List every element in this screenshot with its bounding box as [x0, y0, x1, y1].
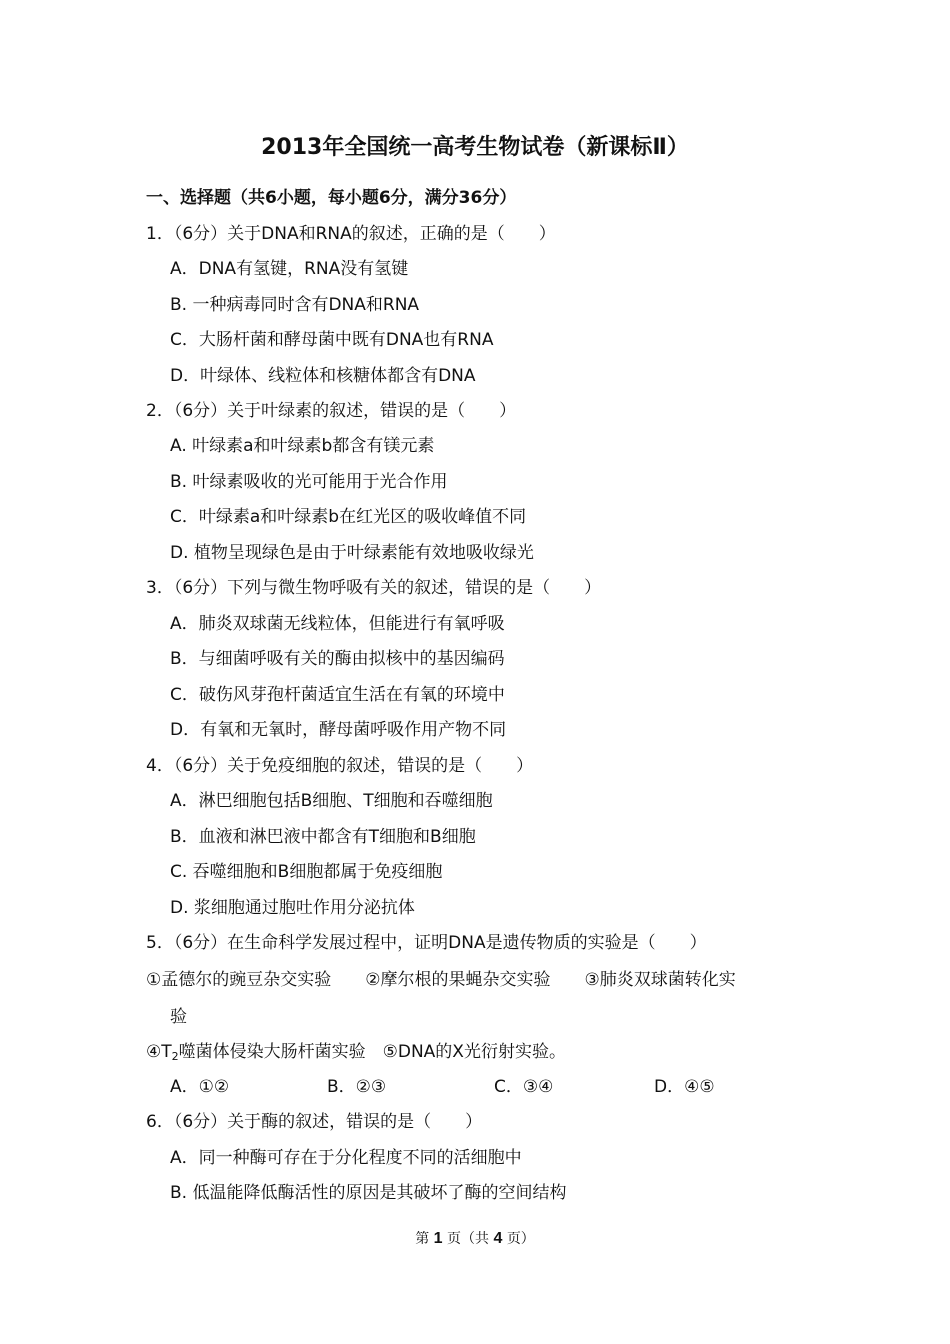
question-4-option-d: D. 浆细胞通过胞吐作用分泌抗体 — [170, 898, 415, 918]
question-5-stem: 5．（6分）在生命科学发展过程中，证明DNA是遗传物质的实验是（ ） — [146, 933, 707, 953]
question-2-option-b: B. 叶绿素吸收的光可能用于光合作用 — [170, 472, 448, 492]
question-5-items-line1-continued: 验 — [170, 1007, 187, 1027]
question-3-stem: 3．（6分）下列与微生物呼吸有关的叙述，错误的是（ ） — [146, 578, 602, 598]
question-3-option-c: C．破伤风芽孢杆菌适宜生活在有氧的环境中 — [170, 685, 505, 705]
footer-total-pages: 4 — [493, 1230, 503, 1247]
footer-page-number: 1 — [433, 1230, 443, 1247]
question-1-stem: 1．（6分）关于DNA和RNA的叙述，正确的是（ ） — [146, 224, 556, 244]
question-3-option-a: A．肺炎双球菌无线粒体，但能进行有氧呼吸 — [170, 614, 505, 634]
question-1-option-d: D．叶绿体、线粒体和核糖体都含有DNA — [170, 366, 476, 386]
exam-title: 2013年全国统一高考生物试卷（新课标Ⅱ） — [261, 135, 689, 160]
question-2-option-c: C．叶绿素a和叶绿素b在红光区的吸收峰值不同 — [170, 507, 527, 527]
question-4-option-b: B．血液和淋巴液中都含有T细胞和B细胞 — [170, 827, 476, 847]
footer-middle: 页（共 — [447, 1231, 489, 1247]
footer-suffix: 页） — [506, 1231, 535, 1247]
question-2-stem: 2．（6分）关于叶绿素的叙述，错误的是（ ） — [146, 401, 517, 421]
question-5-option-b: B．②③ — [327, 1077, 387, 1097]
question-4-stem: 4．（6分）关于免疫细胞的叙述，错误的是（ ） — [146, 756, 534, 776]
question-2-option-a: A. 叶绿素a和叶绿素b都含有镁元素 — [170, 436, 435, 456]
question-5-items-line1: ①孟德尔的豌豆杂交实验 ②摩尔根的果蝇杂交实验 ③肺炎双球菌转化实 — [146, 970, 736, 990]
question-6-option-b: B. 低温能降低酶活性的原因是其破坏了酶的空间结构 — [170, 1183, 567, 1203]
question-3-option-d: D．有氧和无氧时，酵母菌呼吸作用产物不同 — [170, 720, 507, 740]
question-6-stem: 6．（6分）关于酶的叙述，错误的是（ ） — [146, 1112, 483, 1132]
question-5-option-d: D．④⑤ — [654, 1077, 715, 1097]
question-1-option-a: A．DNA有氢键，RNA没有氢键 — [170, 259, 409, 279]
item4-rest: 噬菌体侵染大肠杆菌实验 ⑤DNA的X光衍射实验。 — [178, 1042, 566, 1062]
question-5-option-a: A．①② — [170, 1077, 230, 1097]
question-1-option-c: C．大肠杆菌和酵母菌中既有DNA也有RNA — [170, 330, 494, 350]
question-6-option-a: A．同一种酶可存在于分化程度不同的活细胞中 — [170, 1148, 522, 1168]
item4-prefix: ④T — [146, 1042, 172, 1062]
question-4-option-a: A．淋巴细胞包括B细胞、T细胞和吞噬细胞 — [170, 791, 493, 811]
item4-subscript: 2 — [171, 1050, 179, 1063]
footer-prefix: 第 — [415, 1231, 430, 1247]
section-heading: 一、选择题（共6小题，每小题6分，满分36分） — [146, 188, 517, 208]
question-3-option-b: B．与细菌呼吸有关的酶由拟核中的基因编码 — [170, 649, 505, 669]
question-1-option-b: B. 一种病毒同时含有DNA和RNA — [170, 295, 420, 315]
question-4-option-c: C. 吞噬细胞和B细胞都属于免疫细胞 — [170, 862, 443, 882]
question-5-item-4 — [146, 1040, 566, 1069]
question-2-option-d: D. 植物呈现绿色是由于叶绿素能有效地吸收绿光 — [170, 543, 534, 563]
page-footer — [0, 1228, 950, 1250]
question-5-option-c: C．③④ — [494, 1077, 554, 1097]
